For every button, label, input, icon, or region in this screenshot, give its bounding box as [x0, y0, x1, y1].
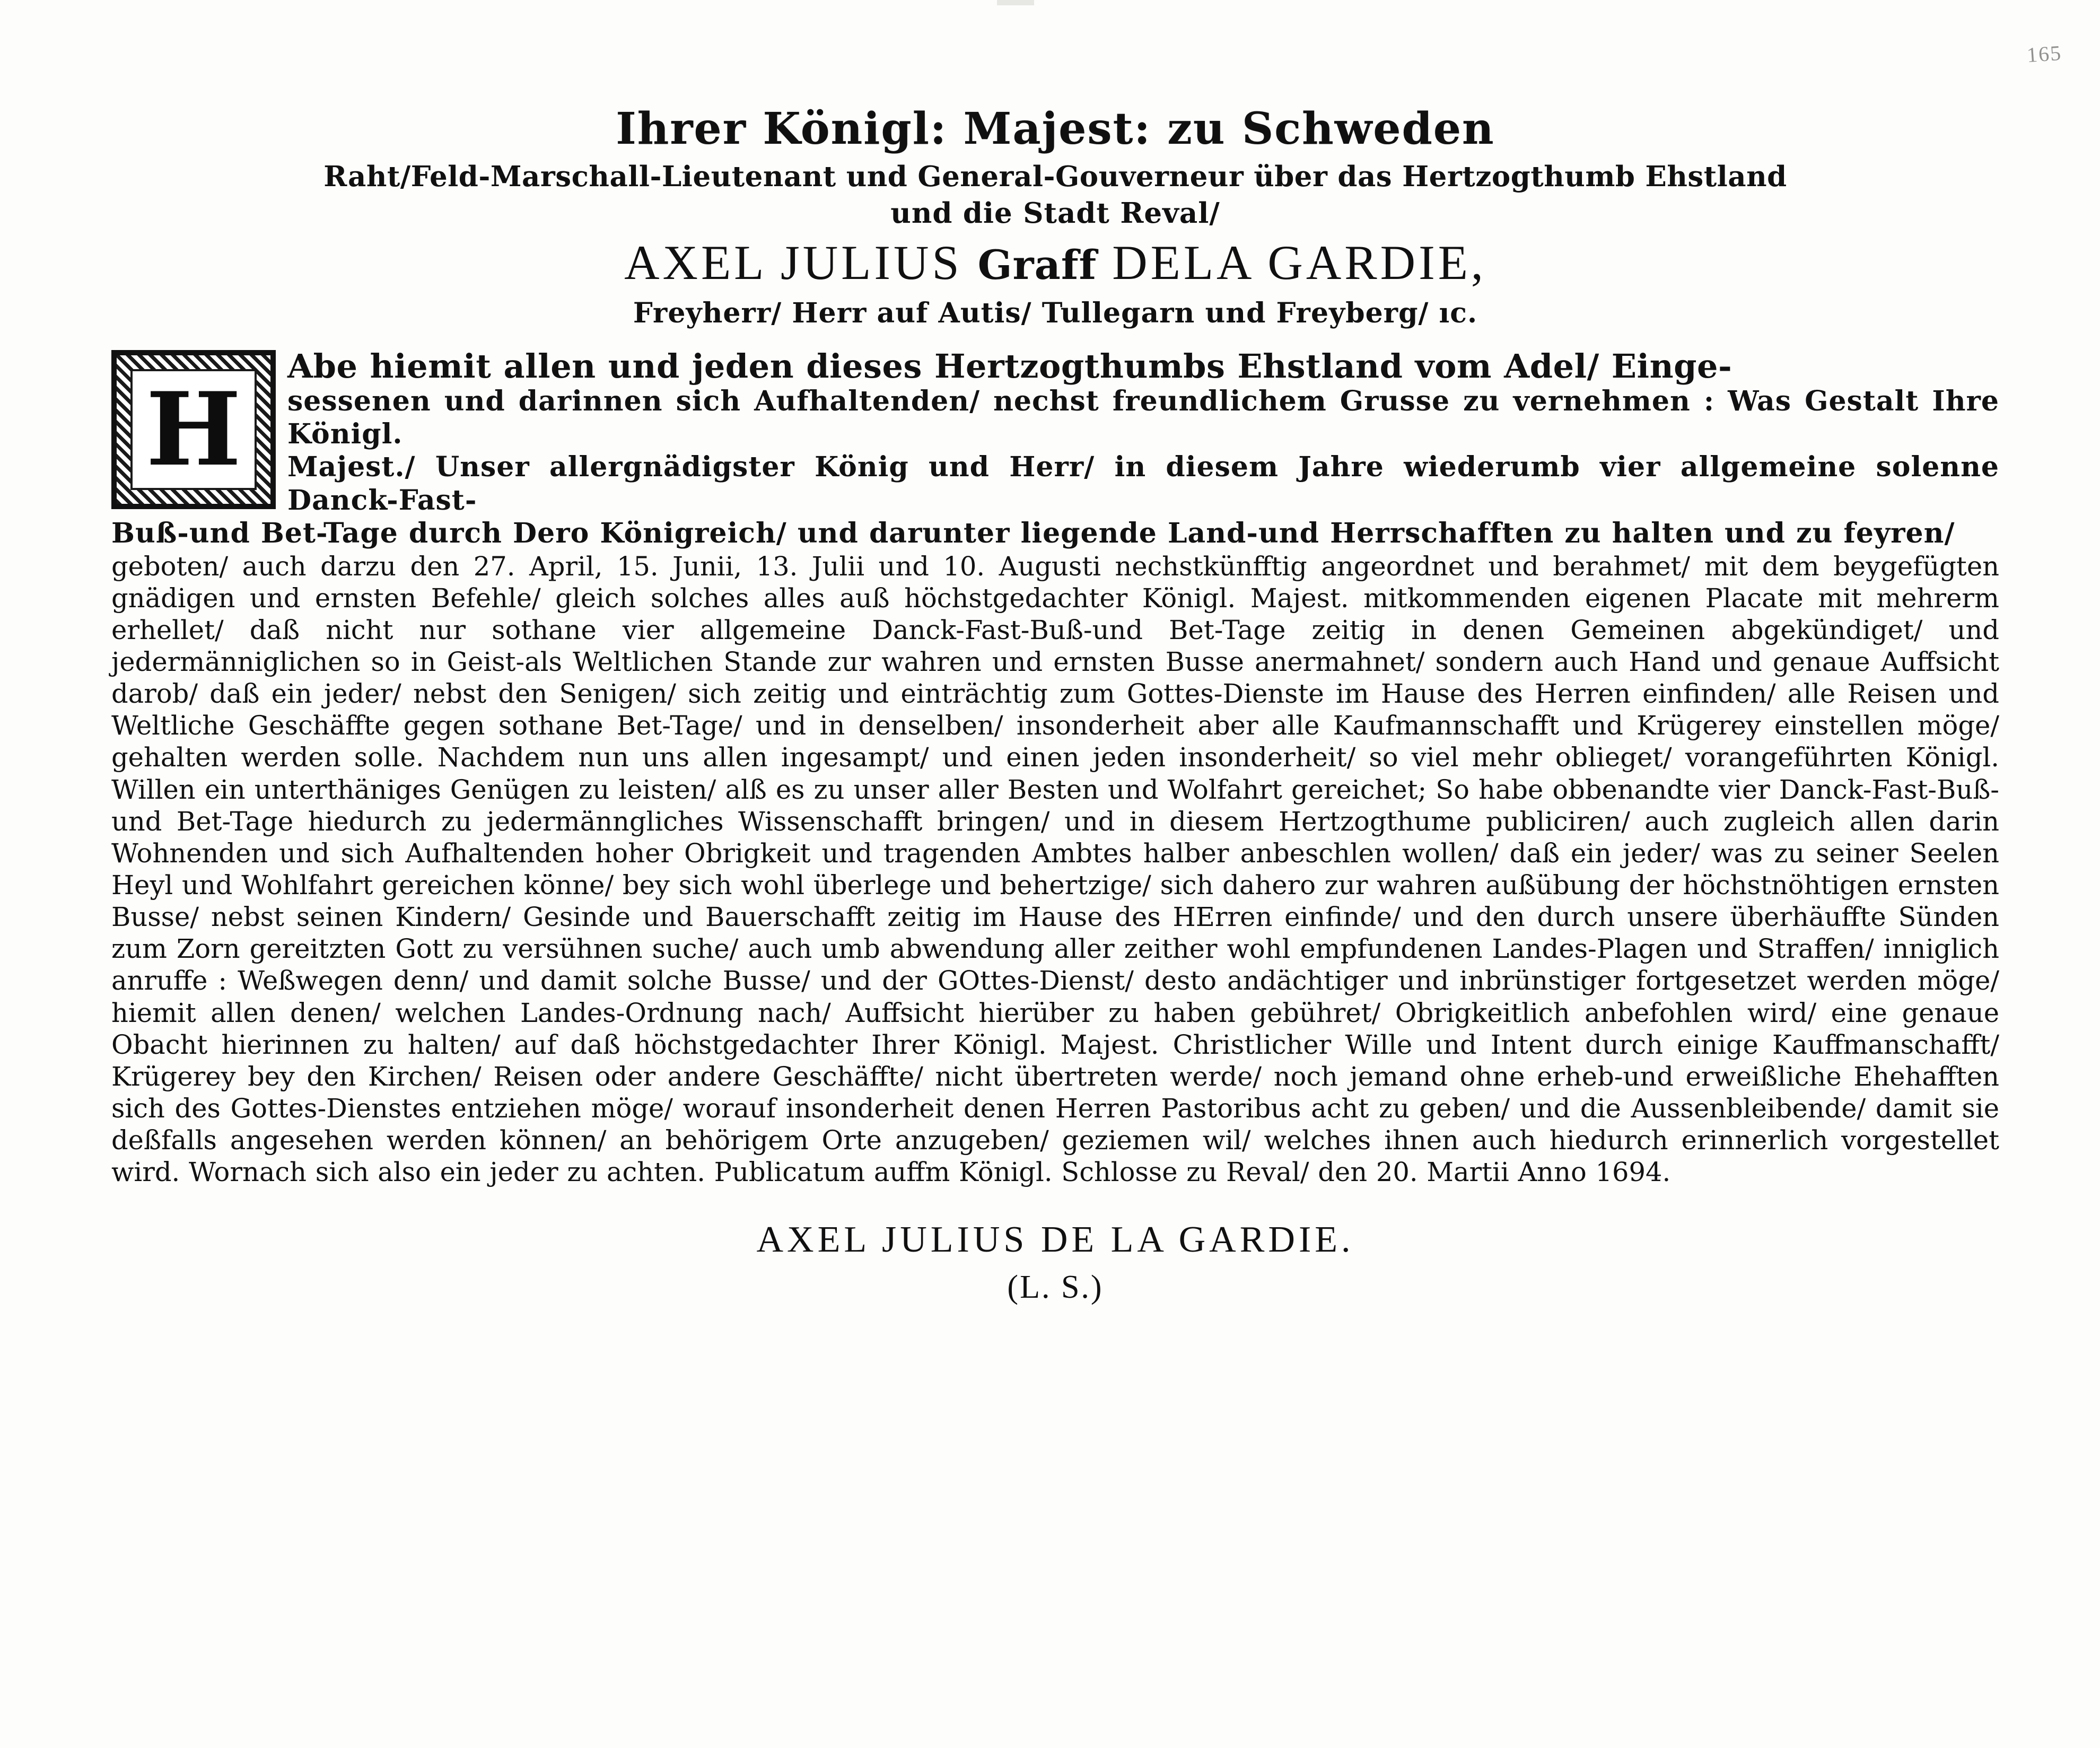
- decorated-initial: [111, 350, 276, 509]
- folio-number: 165: [2026, 40, 2063, 67]
- signature-name: AXEL JULIUS DE LA GARDIE.: [756, 1219, 1354, 1261]
- initial-letter: H: [146, 370, 241, 489]
- body-main-paragraph: geboten/ auch darzu den 27. April, 15. Junii, 13. Julii und 10. Augusti nechstkünfftig angeordnet und berahmet/ mit dem beygefügten gnädigen und ernsten Befehle/ gleich solches alles auß höchstgedachter Königl. Majest. mitkommenden eigenen Placate mit mehrerm erhellet/ daß nicht nur sothane vier allgemeine Danck-Fast-Buß-und Bet-Tage zeitig in denen Gemeinen abgekündiget/ und jedermänniglichen so in Geist-als Weltlichen Stande zur wahren und ernsten Busse anermahnet/ sondern auch Hand und genaue Auffsicht darob/ daß ein jeder/ nebst den Senigen/ sich zeitig und einträchtig zum Gottes-Dienste im Hause des Herren einfinden/ alle Reisen und Weltliche Geschäffte gegen sothane Bet-Tage/ und in denselben/ insonderheit aber alle Kaufmannschafft und Krügerey einstellen möge/ gehalten werden solle. Nachdem nun uns allen ingesampt/ und einen jeden insonderheit/ so viel mehr oblieget/ vorangeführten Königl. Willen ein unterthäniges Genügen zu leisten/ alß es zu unser aller Besten und Wolfahrt gereichet; So habe obbenandte vier Danck-Fast-Buß-und Bet-Tage hiedurch zu jedermänngliches Wissenschafft bringen/ und in diesem Hertzogthume publiciren/ auch zugleich allen darin Wohnenden und sich Aufhaltenden hoher Obrigkeit und tragenden Ambtes halber anbeschlen wollen/ daß ein jeder/ was zu seiner Seelen Heyl und Wohlfahrt gereichen könne/ bey sich wohl überlege und behertzige/ sich dahero zur wahren außübung der höchstnöhtigen ernsten Busse/ nebst seinen Kindern/ Gesinde und Bauerschafft zeitig im Hause des HErren einfinde/ und den durch unsere überhäuffte Sünden zum Zorn gereitzten Gott zu versühnen suche/ auch umb abwendung aller zeither wohl empfundenen Landes-Plagen und Straffen/ inniglich anruffe : Weßwegen denn/ und damit solche Busse/ und der GOttes-Dienst/ desto andächtiger und inbrünstiger fortgesetzet werden möge/ hiemit allen denen/ welchen Landes-Ordnung nach/ Auffsicht hierüber zu haben gebühret/ Obrigkeitlich anbefohlen wird/ eine genaue Obacht hierinnen zu halten/ auf daß höchstgedachter Ihrer Königl. Majest. Christlicher Wille und Intent durch einige Kauffmanschafft/ Krügerey bey den Kirchen/ Reisen oder andere Geschäffte/ nicht übertreten werde/ noch jemand ohne erheb-und erweißliche Ehehafften sich des Gottes-Dienstes entziehen möge/ worauf insonderheit denen Herren Pastoribus acht zu geben/ und die Aussenbleibende/ damit sie deßfalls angesehen werden können/ an behörigem Orte anzugeben/ geziemen wil/ welches ihnen auch hiedurch erinnerlich vorgestellet wird. Wornach sich also ein jeder zu achten. Publicatum auffm Königl. Schlosse zu Reval/ den 20. Martii Anno 1694.: [111, 550, 1999, 1188]
- signature-seal: (L. S.): [1007, 1269, 1104, 1306]
- heading-line-freyherr: Freyherr/ Herr auf Autis/ Tullegarn und Freyberg/ ıc.: [633, 296, 1478, 329]
- body-lead-line-1: Abe hiemit allen und jeden dieses Hertzogthumbs Ehstland vom Adel/ Einge-: [287, 347, 1732, 386]
- body-lead-line-3: Majest./ Unser allergnädigster König und Herr/ in diesem Jahre wiederumb vier allgemeine solenne Danck-Fast-: [287, 451, 1999, 517]
- page-edge-mark: [997, 0, 1034, 5]
- body-lead-line-2: sessenen und darinnen sich Aufhaltenden/ nechst freundlichem Grusse zu vernehmen : Was Gestalt Ihre Königl.: [287, 384, 1999, 450]
- heading-line-city: und die Stadt Reval/: [890, 196, 1220, 230]
- initial-block: [111, 348, 1999, 550]
- document-body: [111, 348, 1999, 1188]
- document-heading: [111, 103, 1999, 330]
- heading-name: [111, 237, 1999, 289]
- heading-line-titles: Raht/Feld-Marschall-Lieutenant und General-Gouverneur über das Hertzogthumb Ehstland: [323, 160, 1787, 194]
- heading-name-graff: Graff: [977, 241, 1097, 289]
- heading-line-royal-majesty: Ihrer Königl: Majest: zu Schweden: [616, 103, 1495, 154]
- heading-name-tail: DELA GARDIE,: [1112, 235, 1486, 290]
- document-content: [111, 103, 1999, 1306]
- signature-block: [111, 1219, 1999, 1306]
- initial-inner-frame: [130, 369, 257, 490]
- body-lead-line-4: Buß-und Bet-Tage durch Dero Königreich/ und darunter liegende Land-und Herrschafften zu halten und zu feyren/: [111, 517, 1955, 550]
- heading-name-main: AXEL JULIUS: [624, 235, 962, 290]
